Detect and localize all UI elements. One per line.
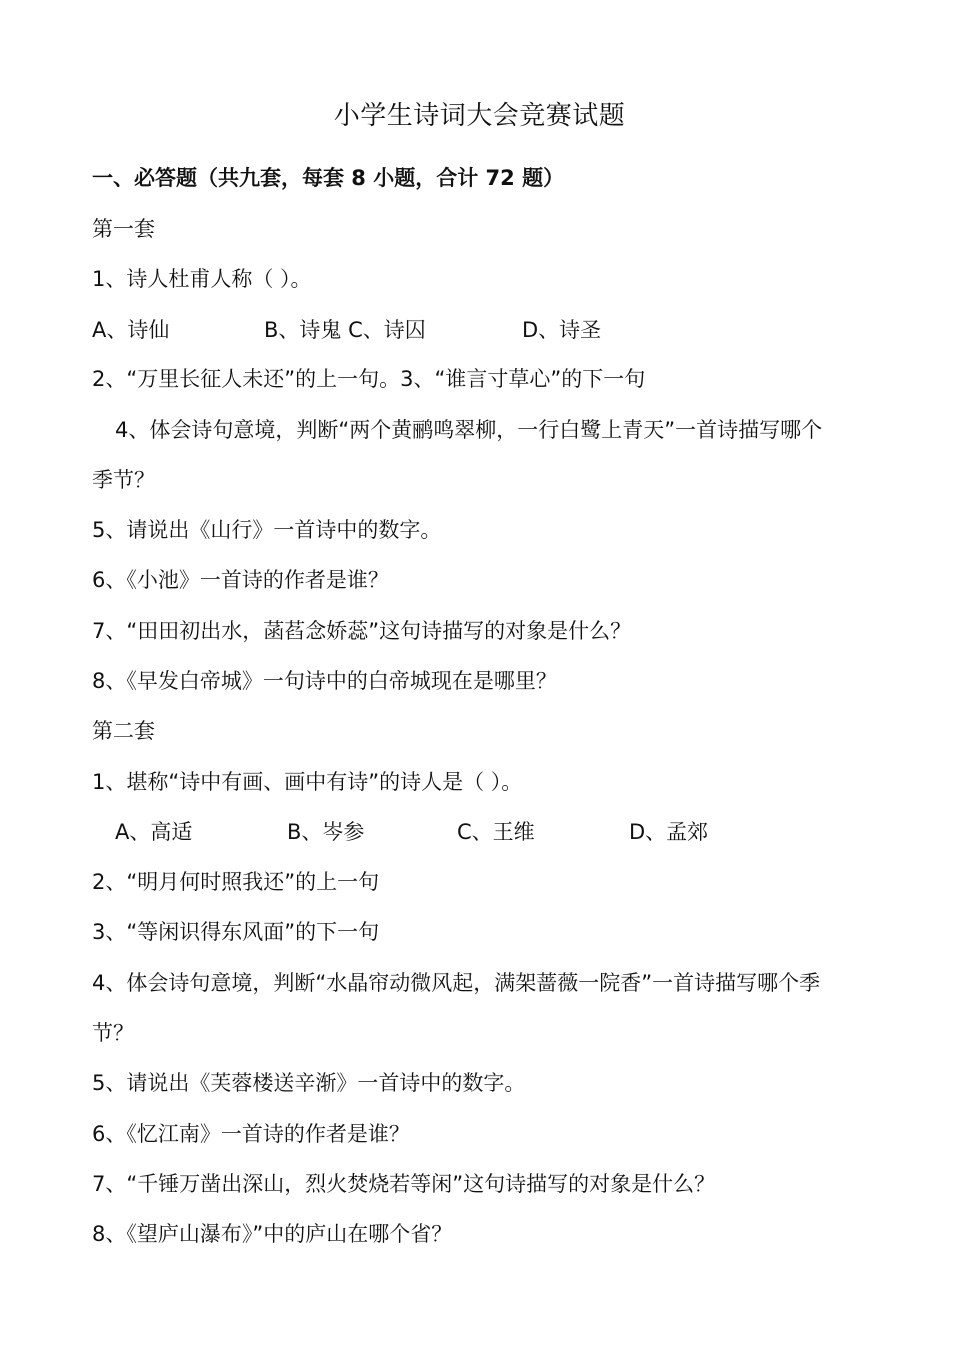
set1-question-2-3: 2、“万里长征人未还”的上一句。3、“谁言寸草心”的下一句 bbox=[92, 367, 646, 391]
set2-q1-options bbox=[115, 817, 755, 847]
set2-question-3: 3、“等闲识得东风面”的下一句 bbox=[92, 920, 380, 944]
set2-question-2: 2、“明月何时照我还”的上一句 bbox=[92, 870, 380, 894]
set1-question-6: 6、《小池》一首诗的作者是谁？ bbox=[92, 568, 389, 592]
set1-option-a: A、诗仙 bbox=[92, 318, 170, 342]
set2-option-c: C、王维 bbox=[457, 820, 535, 844]
set1-question-8: 8、《早发白帝城》一句诗中的白帝城现在是哪里？ bbox=[92, 669, 557, 693]
set1-question-1: 1、诗人杜甫人称（ ）。 bbox=[92, 267, 312, 291]
set1-question-7: 7、“田田初出水，菡萏念娇蕊”这句诗描写的对象是什么？ bbox=[92, 619, 632, 643]
set1-question-4-line1: 4、体会诗句意境，判断“两个黄鹂鸣翠柳，一行白鹭上青天”一首诗描写哪个 bbox=[115, 418, 823, 442]
page-title: 小学生诗词大会竞赛试题 bbox=[333, 101, 626, 131]
set2-question-8: 8、《望庐山瀑布》”中的庐山在哪个省？ bbox=[92, 1222, 453, 1246]
set2-question-6: 6、《忆江南》一首诗的作者是谁？ bbox=[92, 1122, 410, 1146]
set2-question-5: 5、请说出《芙蓉楼送辛渐》一首诗中的数字。 bbox=[92, 1071, 526, 1095]
set2-option-b: B、岑参 bbox=[287, 820, 365, 844]
set2-question-4-line2: 节？ bbox=[92, 1021, 134, 1045]
set2-question-1: 1、堪称“诗中有画、画中有诗”的诗人是（ ）。 bbox=[92, 770, 523, 794]
set1-question-4-line2: 季节？ bbox=[92, 468, 155, 492]
set1-option-d: D、诗圣 bbox=[522, 318, 602, 342]
set1-q1-options bbox=[92, 315, 692, 345]
set1-option-b-c: B、诗鬼 C、诗囚 bbox=[264, 318, 426, 342]
set1-question-5: 5、请说出《山行》一首诗中的数字。 bbox=[92, 518, 442, 542]
set2-question-4-line1: 4、体会诗句意境，判断“水晶帘动微风起，满架蔷薇一院香”一首诗描写哪个季 bbox=[92, 971, 821, 995]
section-heading: 一、必答题（共九套，每套 8 小题，合计 72 题） bbox=[92, 166, 565, 190]
set2-question-7: 7、“千锤万凿出深山，烈火焚烧若等闲”这句诗描写的对象是什么？ bbox=[92, 1172, 716, 1196]
set2-label: 第二套 bbox=[92, 719, 155, 743]
set1-label: 第一套 bbox=[92, 217, 155, 241]
set2-option-d: D、孟郊 bbox=[629, 820, 709, 844]
set2-option-a: A、高适 bbox=[115, 820, 193, 844]
